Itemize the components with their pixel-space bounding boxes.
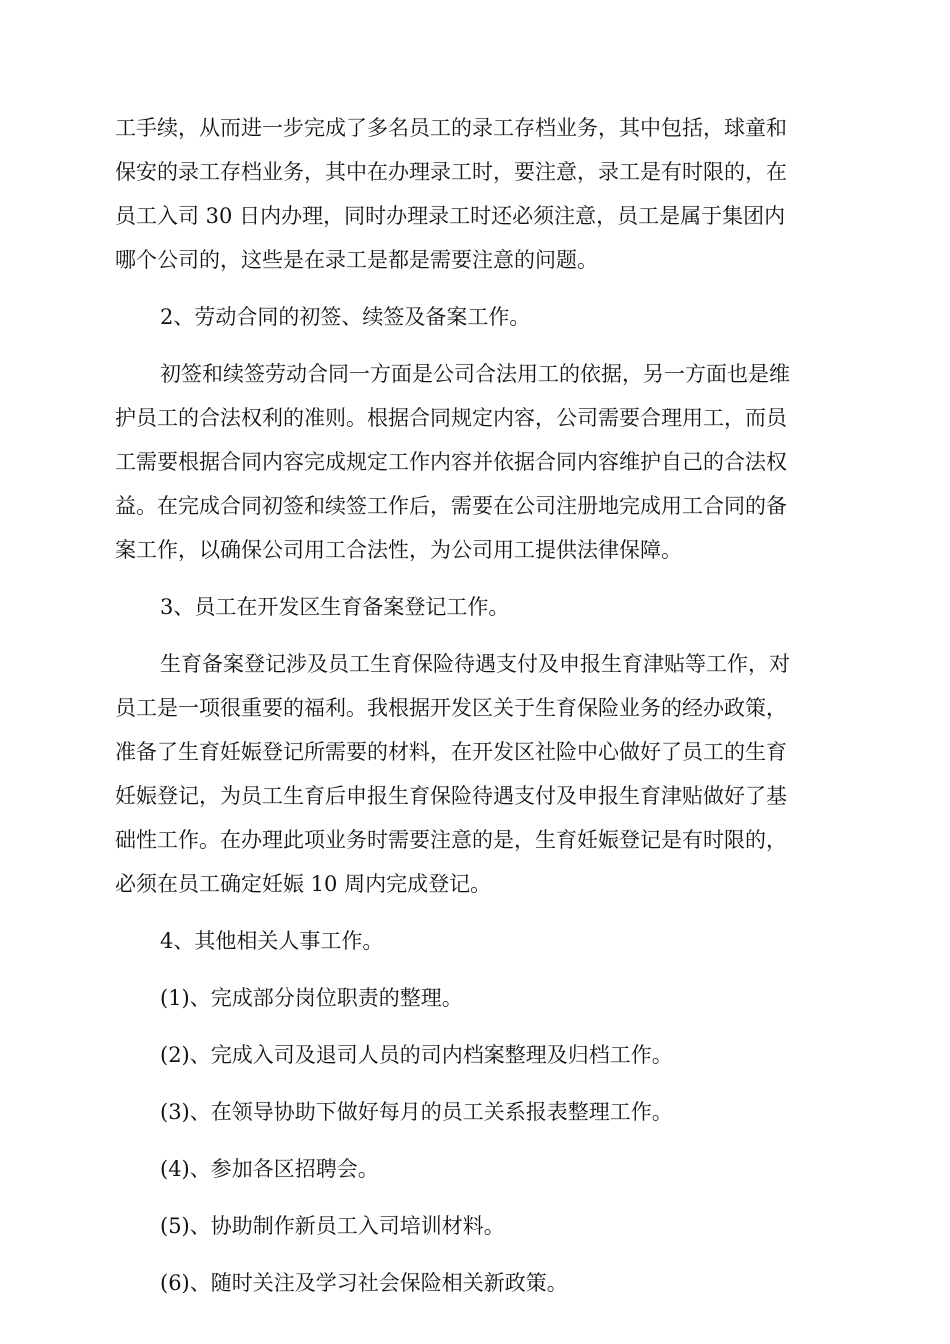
paragraph-line: 哪个公司的，这些是在录工是都是需要注意的问题。 <box>115 248 598 272</box>
paragraph-line: 益。在完成合同初签和续签工作后，需要在公司注册地完成用工合同的备 <box>115 494 787 518</box>
list-item: (3)、在领导协助下做好每月的员工关系报表整理工作。 <box>160 1100 673 1124</box>
paragraph-line: 妊娠登记，为员工生育后申报生育保险待遇支付及申报生育津贴做好了基 <box>115 784 787 808</box>
list-item: (4)、参加各区招聘会。 <box>160 1157 379 1181</box>
paragraph-line: 案工作，以确保公司用工合法性，为公司用工提供法律保障。 <box>115 538 682 562</box>
section-heading: 2、劳动合同的初签、续签及备案工作。 <box>160 305 531 329</box>
list-item: (1)、完成部分岗位职责的整理。 <box>160 986 463 1010</box>
paragraph-line: 础性工作。在办理此项业务时需要注意的是，生育妊娠登记是有时限的， <box>115 828 787 852</box>
list-item: (5)、协助制作新员工入司培训材料。 <box>160 1214 505 1238</box>
paragraph-line: 护员工的合法权利的准则。根据合同规定内容，公司需要合理用工，而员 <box>115 406 787 430</box>
list-item: (6)、随时关注及学习社会保险相关新政策。 <box>160 1271 568 1295</box>
paragraph-line: 初签和续签劳动合同一方面是公司合法用工的依据，另一方面也是维 <box>160 362 790 386</box>
paragraph-line: 生育备案登记涉及员工生育保险待遇支付及申报生育津贴等工作，对 <box>160 652 790 676</box>
paragraph-line: 准备了生育妊娠登记所需要的材料，在开发区社险中心做好了员工的生育 <box>115 740 787 764</box>
list-item: (2)、完成入司及退司人员的司内档案整理及归档工作。 <box>160 1043 673 1067</box>
section-heading: 3、员工在开发区生育备案登记工作。 <box>160 595 510 619</box>
section-heading: 4、其他相关人事工作。 <box>160 929 384 953</box>
paragraph-line: 保安的录工存档业务，其中在办理录工时，要注意，录工是有时限的，在 <box>115 160 787 184</box>
paragraph-line: 工需要根据合同内容完成规定工作内容并依据合同内容维护自己的合法权 <box>115 450 787 474</box>
paragraph-line: 员工是一项很重要的福利。我根据开发区关于生育保险业务的经办政策， <box>115 696 787 720</box>
paragraph-line: 员工入司 30 日内办理，同时办理录工时还必须注意，员工是属于集团内 <box>115 204 786 228</box>
paragraph-line: 必须在员工确定妊娠 10 周内完成登记。 <box>115 872 492 896</box>
paragraph-line: 工手续，从而进一步完成了多名员工的录工存档业务，其中包括，球童和 <box>115 116 787 140</box>
